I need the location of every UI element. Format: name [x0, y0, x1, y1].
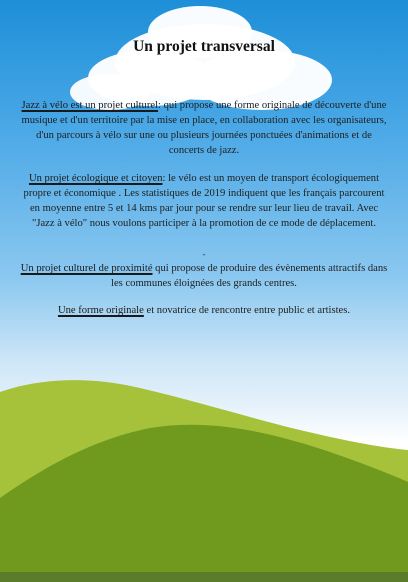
paragraph-text: : le vélo est un moyen de transport écologiquement propre et économique . Les statistiques de 2019 indiquent que les français parcourent en moyenne entre 5 et 14 kms par jour pour se rendre sur leur lieu de travail. Avec "Jazz à vélo" nous voulons participer à la promotion de ce mode de déplacement.	[23, 173, 385, 229]
paragraph-jazz-velo	[18, 98, 390, 158]
paragraph-lead: Jazz à vélo est un projet culturel	[21, 100, 159, 111]
paragraph-lead: Un projet écologique et citoyen	[28, 173, 163, 184]
paragraph-forme-originale	[18, 303, 390, 318]
paragraph-lead: Un projet culturel de proximité	[20, 263, 153, 274]
paragraph-ecologique	[18, 171, 390, 231]
paragraph-text: et novatrice de rencontre entre public et artistes.	[143, 305, 351, 316]
ground-strip	[0, 572, 408, 582]
separator: -	[202, 249, 206, 259]
paragraph-proximite	[18, 261, 390, 291]
paragraph-text: qui propose de produire des évènements attractifs dans les communes éloignées des grands centres.	[111, 263, 388, 289]
paragraph-text: : qui propose une forme originale de découverte d'une musique et d'un territoire par la mise en place, en collaboration avec les organisateurs, d'un parcours à vélo sur une ou plusieurs journées ponctuées d'animations et de concerts de jazz.	[21, 100, 387, 156]
paragraph-lead: Une forme originale	[57, 305, 144, 316]
page-title: Un projet transversal	[133, 38, 275, 55]
cloud-shape	[70, 6, 332, 110]
